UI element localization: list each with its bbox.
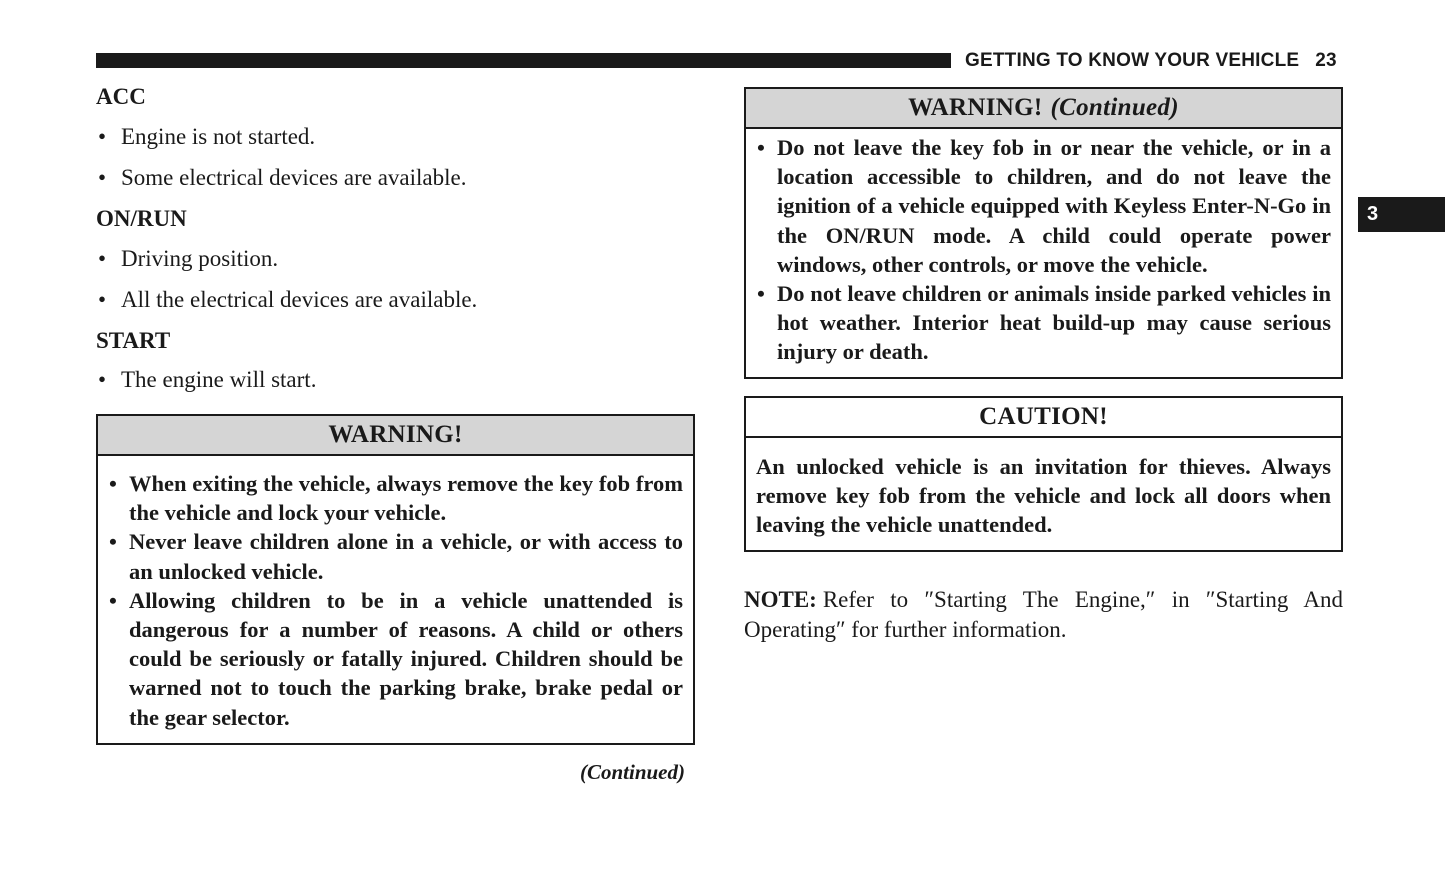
warning-continued-body: [746, 129, 1341, 377]
acc-list: [96, 122, 694, 193]
bullet-icon: •: [757, 281, 765, 307]
section-title: GETTING TO KNOW YOUR VEHICLE: [965, 50, 1300, 71]
warning-list: [108, 469, 683, 732]
bullet-icon: •: [98, 246, 107, 271]
caution-text: An unlocked vehicle is an invitation for thieves. Always remove key fob from the vehicle and lock all doors when leaving the vehicle unattended.: [756, 454, 1331, 538]
bullet-icon: •: [757, 135, 765, 160]
ignition-modes: [96, 82, 694, 395]
list-item: • Some electrical devices are available.: [96, 163, 694, 193]
acc-heading: ACC: [96, 84, 146, 109]
continued-label: (Continued): [1050, 94, 1179, 121]
warning-body: [98, 456, 693, 742]
list-item: • Never leave children alone in a vehicle, or with access to an unlocked vehicle.: [109, 529, 683, 584]
bullet-icon: •: [109, 471, 117, 496]
list-item: • Do not leave the key fob in or near the vehicle, or in a location accessible to children, and do not leave the ignition of a vehicle equipped with Keyless Enter-N-Go in the ON/RUN mode. A child could operate power windows, other controls, or move the vehicle.: [757, 135, 1331, 277]
start-list: [96, 365, 694, 395]
on-run-list: [96, 244, 694, 315]
note-label: NOTE:: [744, 587, 817, 612]
warning-continued-title: [746, 89, 1341, 129]
warning-box: [96, 414, 695, 745]
warning-title: WARNING!: [98, 416, 693, 456]
list-item: • Do not leave children or animals inside parked vehicles in hot weather. Interior heat build-up may cause serious injury or death.: [757, 281, 1331, 365]
bullet-icon: •: [109, 587, 117, 613]
page-number: 23: [1315, 50, 1337, 71]
bullet-icon: •: [98, 367, 107, 392]
list-item: • When exiting the vehicle, always remove the key fob from the vehicle and lock your vehicle.: [109, 471, 683, 526]
warning-continued-box: [744, 87, 1343, 379]
list-item: • Allowing children to be in a vehicle unattended is dangerous for a number of reasons. A child or others could be seriously or fatally injured. Children should be warned not to touch the parking brake, brake pedal or the gear selector.: [109, 587, 683, 730]
list-item: • All the electrical devices are available.: [96, 285, 694, 315]
running-header: [965, 50, 1337, 72]
warning-continued-list: [756, 133, 1331, 367]
bullet-icon: •: [109, 529, 117, 555]
header-rule: [96, 53, 951, 68]
list-item: • The engine will start.: [96, 365, 694, 395]
on-run-heading: ON/RUN: [96, 206, 187, 231]
warning-continued-title-text: WARNING!: [908, 94, 1043, 121]
start-heading: START: [96, 328, 171, 353]
bullet-icon: •: [98, 287, 107, 312]
caution-title: CAUTION!: [746, 398, 1341, 438]
bullet-icon: •: [98, 124, 107, 149]
list-item: • Engine is not started.: [96, 122, 694, 152]
note-paragraph: [744, 585, 1343, 644]
note-text: Refer to ″Starting The Engine,″ in ″Starting And Operating″ for further information.: [744, 587, 1343, 642]
bullet-icon: •: [98, 165, 107, 190]
list-item: • Driving position.: [96, 244, 694, 274]
caution-box: [744, 396, 1343, 552]
chapter-tab: 3: [1358, 197, 1445, 232]
continued-note: (Continued): [579, 760, 685, 784]
